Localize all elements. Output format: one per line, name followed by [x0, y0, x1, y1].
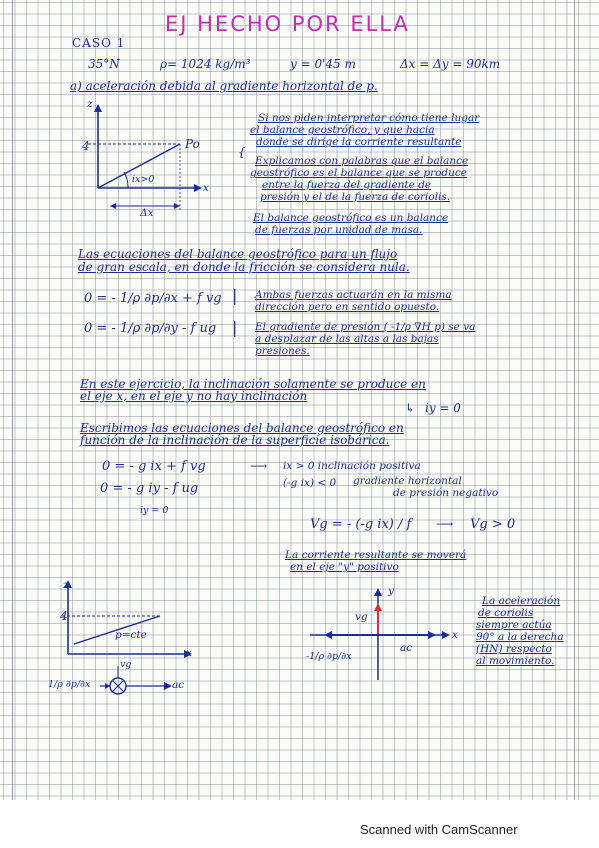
- fig2-pressure-gradient: 1/ρ ∂p/∂x: [48, 679, 91, 690]
- vg-arrow: ⟶: [436, 517, 454, 531]
- coriolis-note-line-4: 90° a la derecha: [476, 631, 564, 643]
- equation-4: 0 = - g iy - f ug: [100, 481, 199, 496]
- fig1-angle: ix>0: [132, 174, 155, 185]
- left-margin-line: [12, 0, 13, 800]
- note2-line-2: geostrófico es el balance que se produce: [250, 167, 468, 179]
- coriolis-note-line-6: al movimiento.: [476, 655, 555, 667]
- note3-line-2: de fuerzas por unidad de masa.: [255, 224, 423, 236]
- case-label: CASO 1: [72, 36, 126, 50]
- eq4-note-1: (-g ix) < 0: [283, 477, 337, 489]
- eq-brace-1: |: [232, 286, 238, 305]
- para2-iy-zero: iy = 0: [425, 401, 461, 415]
- coriolis-note-line-2: de coriolis: [478, 607, 534, 619]
- vg-equation: Vg = - (-g ix) / f: [310, 517, 412, 532]
- note1-line-3: donde se dirige la corriente resultante: [256, 136, 462, 148]
- isobar-figure-1: [80, 100, 230, 220]
- equation-3: 0 = - g ix + f vg: [102, 459, 206, 474]
- para2-line-2: el eje x, en el eje y no hay inclinación: [80, 389, 308, 403]
- coriolis-note-line-3: siempre actúa: [476, 619, 552, 631]
- fig1-p-label: Po: [185, 137, 200, 151]
- given-y: y = 0'45 m: [290, 57, 356, 71]
- fig3-pressure-gradient: -1/ρ ∂p/∂x: [306, 651, 352, 662]
- para1-line-1: Las ecuaciones del balance geostrófico para un flujo: [78, 247, 398, 261]
- fig1-axis-x: x: [203, 182, 209, 194]
- fig3-vg-label: vg: [355, 611, 368, 623]
- coriolis-note-line-5: (HN) respecto: [476, 643, 552, 655]
- right-margin-line: [574, 0, 575, 800]
- iy-zero-label: iy = 0: [140, 505, 169, 516]
- equation-1: 0 = - 1/ρ ∂p/∂x + f vg: [84, 291, 222, 306]
- fig1-level: 4: [82, 139, 90, 153]
- given-density: ρ= 1024 kg/m³: [160, 57, 251, 71]
- fig3-axis-y: y: [388, 585, 394, 597]
- eq4-note-2: gradiente horizontal: [353, 475, 462, 487]
- given-latitude: 35°N: [88, 57, 120, 71]
- note3-line-1: El balance geostrófico es un balance: [253, 212, 449, 224]
- note1-brace: {: [238, 145, 246, 159]
- eq3-arrow: ⟶: [250, 459, 268, 473]
- para3-line-2: función de la inclinación de la superficie isobárica.: [80, 433, 390, 447]
- given-dx: Δx = Δy = 90km: [400, 57, 501, 71]
- note1-line-2: el balance geostrófico, y que hacia: [250, 124, 435, 136]
- question-a: a) aceleración debida al gradiente horizontal de p.: [70, 79, 378, 93]
- eq4-note-3: de presión negativo: [393, 487, 499, 499]
- eq-note2-line-3: presiones.: [255, 345, 310, 357]
- para2-result-arrow: ↳: [405, 401, 416, 415]
- result-line-2: en el eje "y" positivo: [290, 561, 399, 573]
- para1-line-2: de gran escala, en donde la fricción se considera nula.: [78, 260, 410, 274]
- fig2-coriolis-label: ac: [172, 679, 185, 691]
- result-line-1: La corriente resultante se moverá: [285, 549, 467, 561]
- para3-line-1: Escribimos las ecuaciones del balance geostrófico en: [80, 421, 404, 435]
- coriolis-note-line-1: La aceleración: [482, 595, 561, 607]
- equation-2: 0 = - 1/ρ ∂p/∂y - f ug: [84, 321, 217, 336]
- scanner-footer: Scanned with CamScanner: [360, 822, 518, 837]
- fig2-axis-x: x: [186, 647, 192, 659]
- vector-figure-3: [300, 585, 470, 685]
- fig2-level: 4: [60, 609, 68, 623]
- note2-line-3: entre la fuerza del gradiente de: [262, 179, 432, 191]
- page-title: EJ HECHO POR ELLA: [165, 12, 410, 36]
- fig2-p-label: p=cte: [115, 629, 147, 641]
- eq-note2-line-1: El gradiente de presión ( -1/ρ ∇H p) se va: [255, 321, 476, 333]
- eq-note1-line-2: dirección pero en sentido opuesto.: [255, 301, 440, 313]
- note2-line-1: Explicamos con palabras que el balance: [255, 155, 469, 167]
- note1-line-1: Si nos piden interpretar cómo tiene lugar: [258, 112, 480, 124]
- eq-brace-2: |: [232, 318, 238, 337]
- fig2-axis-z: z: [63, 579, 69, 591]
- fig1-axis-z: z: [87, 98, 93, 110]
- fig2-vg-label: vg: [120, 659, 132, 670]
- eq3-note: ix > 0 inclinación positiva: [283, 460, 421, 472]
- eq-note2-line-2: a desplazar de las altas a las bajas: [255, 333, 439, 345]
- para2-line-1: En este ejercicio, la inclinación solamente se produce en: [80, 377, 426, 391]
- fig1-dx: Δx: [140, 207, 154, 219]
- eq-note1-line-1: Ambas fuerzas actuarán en la misma: [255, 289, 452, 301]
- vg-result: Vg > 0: [470, 517, 516, 532]
- fig3-ac-label: ac: [400, 642, 413, 654]
- note2-line-4: presión y el de la fuerza de coriolis.: [260, 191, 451, 203]
- fig3-axis-x: x: [452, 629, 458, 641]
